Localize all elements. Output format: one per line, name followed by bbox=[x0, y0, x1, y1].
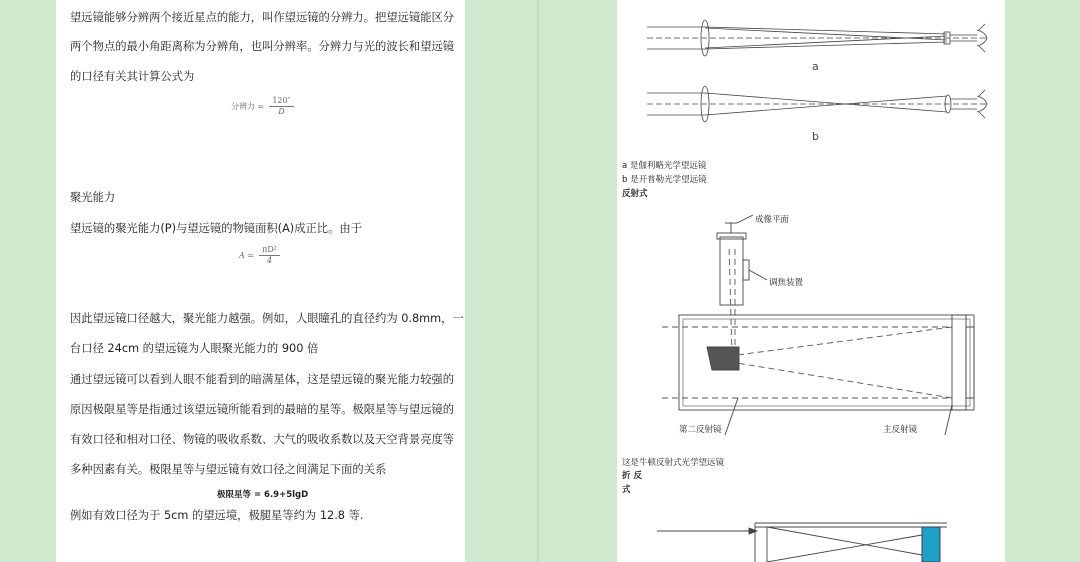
formula-numerator: 120″ bbox=[269, 96, 293, 107]
paragraph-line: 望远镜能够分辨两个接近星点的能力，叫作望远镜的分辨力。把望远镜能区分 bbox=[70, 11, 455, 24]
label-image-plane: 成像平面 bbox=[755, 215, 790, 225]
section-heading: 式 bbox=[622, 485, 631, 495]
section-heading: 反射式 bbox=[622, 189, 648, 199]
label-focus-device: 调焦装置 bbox=[769, 278, 804, 288]
paragraph-line: 例如有效口径为于 5cm 的望远境，极腿星等约为 12.8 等. bbox=[70, 509, 364, 522]
resolution-formula bbox=[231, 96, 294, 117]
paragraph-line: 台口径 24cm 的望远镜为人眼聚光能力的 900 倍 bbox=[70, 342, 319, 355]
paragraph-line: 因此望远镜口径越大，聚光能力越强。例如，人眼瞳孔的直径约为 0.8mm，一 bbox=[70, 312, 464, 325]
figure-label-b: b bbox=[812, 130, 819, 143]
caption-line: 这是牛顿反射式光学望远镜 bbox=[622, 458, 725, 468]
formula-numerator: πD² bbox=[259, 245, 280, 256]
keplerian-diagram bbox=[647, 86, 989, 122]
newtonian-reflector-diagram bbox=[617, 205, 1005, 435]
formula-lhs: 分辨力 = bbox=[231, 102, 265, 111]
limiting-magnitude-formula: 极限星等 = 6.9+5lgD bbox=[217, 490, 309, 500]
section-heading: 聚光能力 bbox=[70, 191, 116, 204]
formula-lhs: A = bbox=[239, 251, 255, 260]
paragraph-line: 通过望远镜可以看到人眼不能看到的暗满星体，这是望远镜的聚光能力较强的 bbox=[70, 373, 455, 386]
paragraph-line: 有效口径和相对口径、物镜的吸收系数、大气的吸收系数以及天空背景亮度等 bbox=[70, 433, 455, 446]
label-primary-mirror: 主反射镜 bbox=[883, 425, 918, 435]
formula-denominator: 4 bbox=[267, 256, 273, 265]
caption-line: a 是伽利略光学望远镜 bbox=[622, 161, 707, 171]
right-document-page bbox=[617, 0, 1005, 562]
paragraph-line: 多种因素有关。极限星等与望远镜有效口径之间满足下面的关系 bbox=[70, 463, 387, 476]
paragraph-line: 原因极限星等是指通过该望远镜所能看到的最暗的星等。极限星等与望远镜的 bbox=[70, 403, 455, 416]
label-secondary-mirror: 第二反射镜 bbox=[679, 425, 722, 435]
page-gap-divider bbox=[537, 0, 539, 562]
figure-label-a: a bbox=[812, 60, 819, 73]
paragraph-line: 望远镜的聚光能力(P)与望远镜的物镜面积(A)成正比。由于 bbox=[70, 222, 363, 235]
area-formula bbox=[239, 245, 280, 266]
formula-denominator: D bbox=[278, 107, 285, 116]
caption-line: b 是开普勒光学望远镜 bbox=[622, 175, 707, 185]
left-document-page bbox=[56, 0, 465, 562]
refractor-diagrams bbox=[617, 0, 1005, 160]
galilean-diagram bbox=[647, 20, 989, 56]
paragraph-line: 两个物点的最小角距离称为分辨角，也叫分辨率。分辨力与光的波长和望远镜 bbox=[70, 40, 455, 53]
catadioptric-diagram bbox=[617, 515, 1005, 562]
section-heading: 折 反 bbox=[622, 471, 642, 481]
paragraph-line: 的口径有关其计算公式为 bbox=[70, 70, 195, 83]
